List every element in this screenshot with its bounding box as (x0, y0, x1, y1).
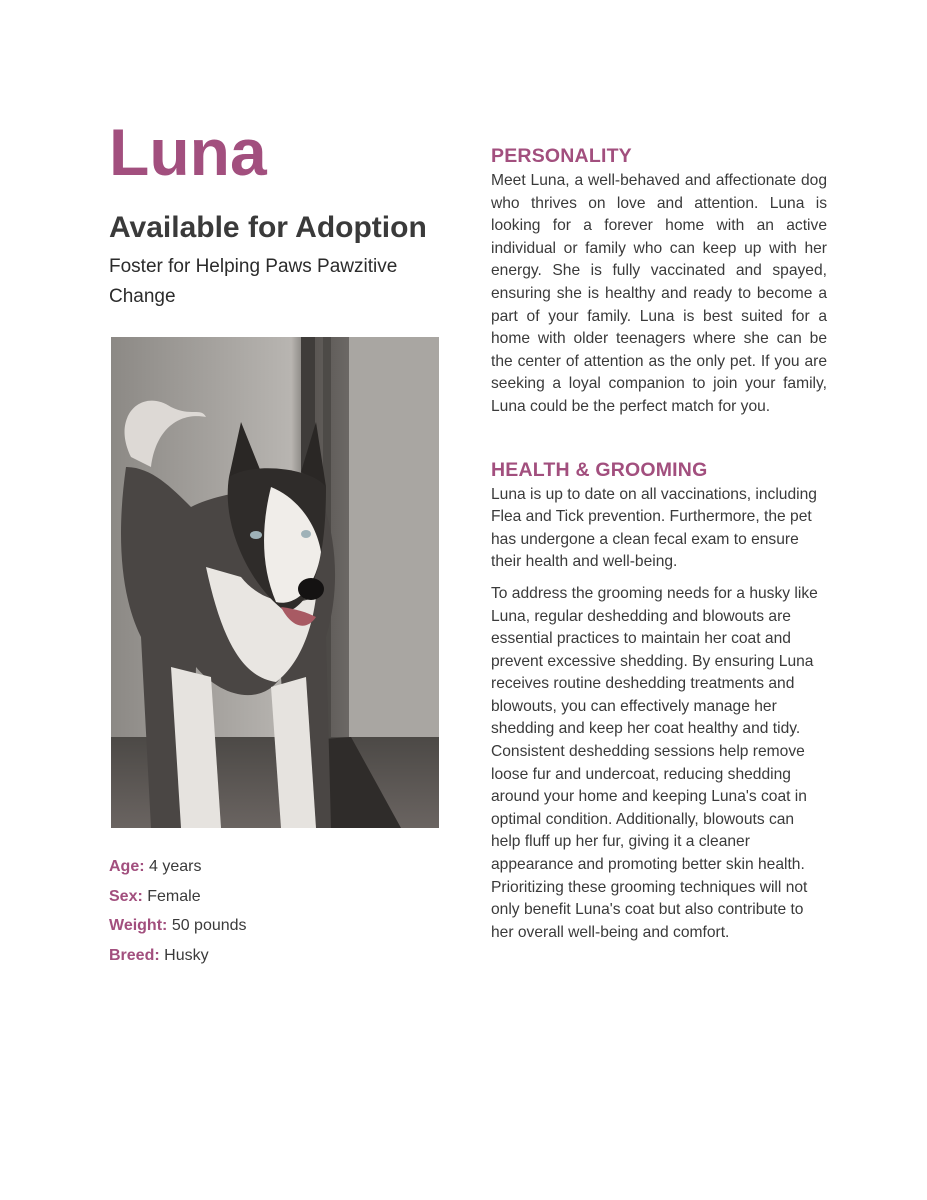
pet-facts (109, 852, 439, 970)
fact-label: Sex: (109, 887, 143, 905)
fact-value: 4 years (149, 858, 202, 875)
health-paragraph-1: Luna is up to date on all vaccinations, including Flea and Tick prevention. Furthermore, the pet has undergone a clean fecal exam to ensure their health and well-being. (491, 485, 817, 571)
fact-label: Breed: (109, 946, 160, 964)
adoption-status: Available for Adoption (109, 211, 427, 244)
fact-age (109, 852, 439, 882)
fact-label: Age: (109, 858, 145, 875)
health-heading: HEALTH & GROOMING (491, 458, 708, 481)
fact-breed (109, 941, 439, 971)
health-paragraph-2: To address the grooming needs for a husky like Luna, regular deshedding and blowouts are essential practices to maintain her coat and prevent excessive shedding. By ensuring Luna receives routine deshedding treatments and blowouts, you can effectively manage her shedding and keep her coat healthy and tidy. Consistent deshedding sessions help remove loose fur and undercoat, reducing shedding around your home and keeping Luna's coat in optimal condition. Additionally, blowouts can help fluff up her fur, giving it a cleaner appearance and promoting better skin health. Prioritizing these grooming techniques will not only benefit Luna's coat but also contribute to her overall well-being and comfort. (491, 584, 818, 941)
personality-text: Meet Luna, a well-behaved and affectionate dog who thrives on love and attention. Luna is looking for a forever home with an active individual or family who can keep up with her energy. She is fully vaccinated and spayed, ensuring she is healthy and ready to become a part of your family. Luna is best suited for a home with older teenagers where she can be the center of attention as the only pet. If you are seeking a loyal companion to join your family, Luna could be the perfect match for you. (491, 172, 827, 415)
pet-name: Luna (109, 115, 267, 189)
foster-line: Foster for Helping Paws Pawzitive Change (109, 256, 398, 307)
fact-value: 50 pounds (171, 917, 247, 934)
personality-heading: PERSONALITY (491, 145, 632, 167)
pet-photo (111, 337, 439, 828)
header-block (109, 112, 454, 312)
fact-weight (109, 911, 439, 941)
fact-value: Husky (164, 946, 209, 964)
fact-label: Weight: (109, 917, 168, 934)
details-column (491, 142, 827, 944)
fact-sex (109, 882, 439, 912)
fact-value: Female (147, 887, 201, 905)
